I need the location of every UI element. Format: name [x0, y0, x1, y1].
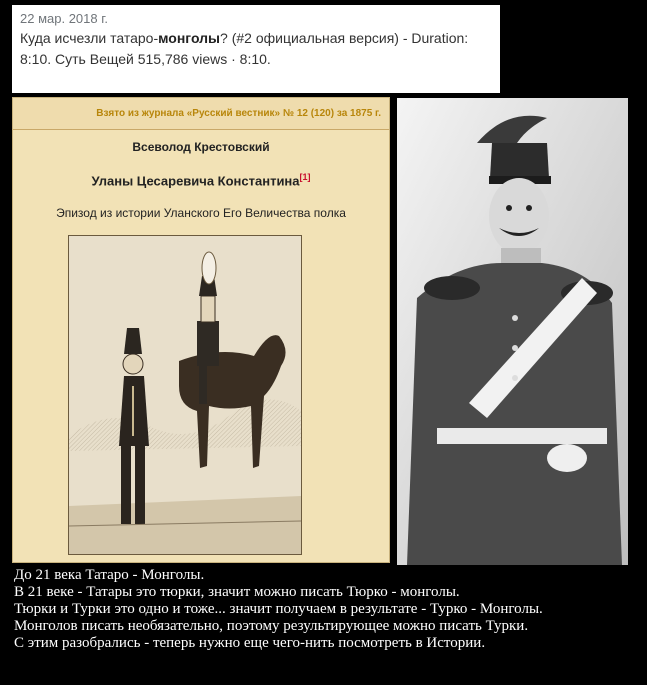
article-subtitle: Эпизод из истории Уланского Его Величества полка: [56, 206, 346, 220]
video-title-prefix: Куда исчезли татаро-: [20, 30, 159, 46]
footnote-link[interactable]: [1]: [299, 172, 311, 182]
uhlan-photo: [397, 98, 628, 565]
video-title-suffix: ? (#2 официальная версия) - Duration:: [220, 30, 469, 46]
video-date: 22 мар. 2018 г.: [20, 11, 108, 26]
article-author: Всеволод Крестовский: [132, 140, 270, 154]
article-title: [13, 172, 389, 188]
article-panel: [12, 97, 390, 563]
video-snippet[interactable]: [12, 5, 500, 93]
officer-photograph: [397, 98, 628, 565]
article-title-text: Уланы Цесаревича Константина: [91, 173, 300, 189]
caption-line: Тюрки и Турки это одно и тоже... значит получаем в результате - Турко - Монголы.: [14, 601, 543, 617]
article-source: Взято из журнала «Русский вестник» № 12 (120) за 1875 г.: [13, 98, 389, 130]
engraving-illustration: [69, 236, 301, 554]
video-title[interactable]: [20, 28, 492, 49]
caption-text: [14, 567, 634, 652]
caption-line: До 21 века Татаро - Монголы.: [14, 567, 205, 583]
uhlan-engraving: [68, 235, 302, 555]
caption-line: Монголов писать необязательно, поэтому результирующее можно писать Турки.: [14, 618, 529, 634]
video-title-bold: монголы: [158, 30, 221, 46]
caption-line: С этим разобрались - теперь нужно еще чего-нить посмотреть в Истории.: [14, 635, 486, 651]
video-meta: 8:10. Суть Вещей 515,786 views · 8:10.: [20, 51, 271, 67]
caption-line: В 21 веке - Татары это тюрки, значит можно писать Тюрко - монголы.: [14, 584, 460, 600]
